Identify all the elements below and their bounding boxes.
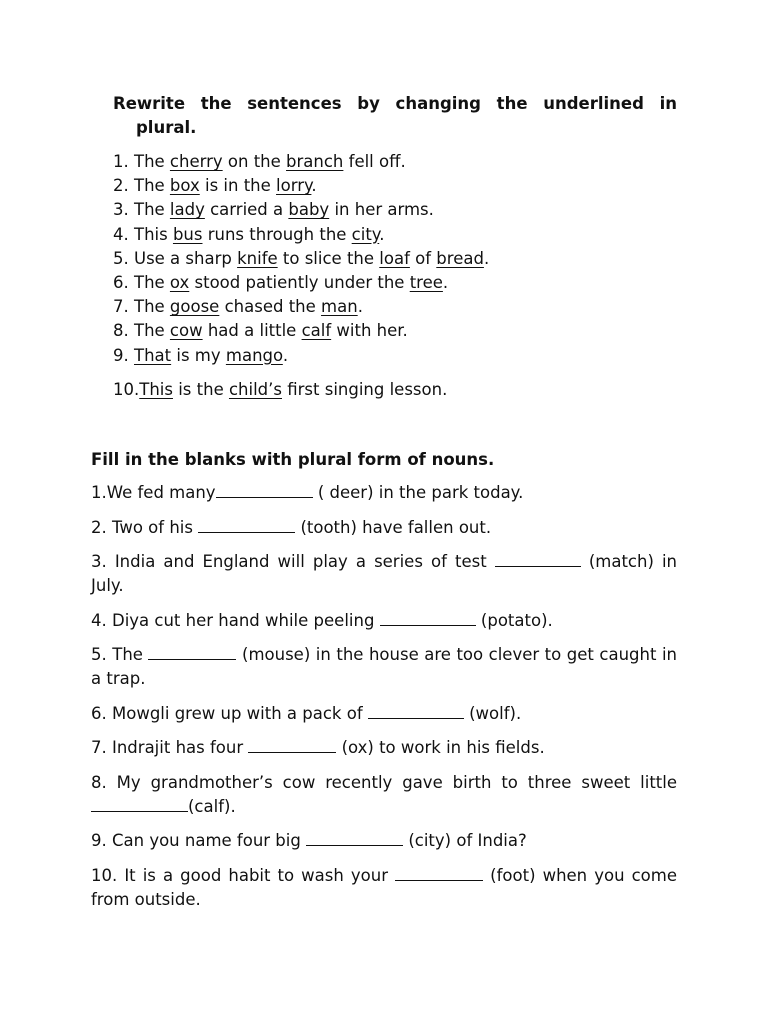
sentence-text: 5. Use a sharp — [113, 248, 238, 268]
answer-blank[interactable] — [368, 704, 464, 719]
sentence-item — [113, 271, 693, 295]
question-text: (potato). — [475, 610, 553, 630]
answer-blank[interactable] — [395, 866, 483, 881]
section1-heading: Rewrite the sentences by changing the underlined in — [113, 94, 677, 113]
question-item — [91, 481, 677, 505]
answer-blank[interactable] — [216, 483, 313, 498]
underlined-word: ox — [169, 272, 190, 292]
underlined-word: bread — [436, 248, 484, 268]
underlined-word: man — [321, 297, 358, 317]
sentence-text: runs through the — [202, 224, 352, 244]
answer-blank[interactable] — [306, 831, 403, 846]
sentence-text: with her. — [331, 321, 408, 341]
sentence-text: in her arms. — [329, 200, 434, 220]
underlined-word: This — [139, 379, 173, 399]
sentence-text: . — [282, 345, 289, 365]
question-text: (match) in July. — [91, 552, 677, 595]
sentence-text: to slice the — [277, 248, 380, 268]
sentence-item — [113, 174, 693, 198]
sentence-text: 10. — [113, 379, 140, 399]
underlined-word: tree — [409, 272, 443, 292]
sentence-text: is in the — [199, 176, 277, 196]
sentence-item — [113, 295, 693, 319]
question-item — [91, 609, 677, 633]
underlined-word: calf — [301, 321, 332, 341]
sentence-item — [113, 378, 693, 402]
sentence-text: fell off. — [343, 152, 406, 171]
sentence-text: . — [379, 224, 385, 244]
sentence-text: . — [311, 176, 317, 196]
underlined-word: That — [134, 345, 172, 365]
underlined-word: knife — [237, 248, 278, 268]
sentence-item — [113, 319, 693, 343]
sentence-item — [113, 150, 693, 174]
underlined-word: baby — [288, 200, 330, 220]
question-item — [91, 516, 677, 540]
question-text: 5. The — [91, 645, 149, 664]
question-text: (calf). — [188, 796, 236, 816]
answer-blank[interactable] — [380, 611, 476, 626]
question-item — [91, 550, 677, 598]
question-text: 7. Indrajit has four — [91, 738, 249, 757]
underlined-word: lady — [169, 200, 205, 220]
underlined-word: goose — [169, 297, 220, 317]
answer-blank[interactable] — [248, 738, 336, 753]
sentence-item — [113, 198, 693, 222]
section2-heading: Fill in the blanks with plural form of nouns. — [91, 450, 495, 469]
question-text: 3. India and England will play a series of test — [91, 552, 495, 571]
question-item — [91, 771, 677, 819]
sentence-text: 4. This — [113, 224, 173, 244]
sentence-text: is my — [171, 345, 226, 365]
sentence-text: 6. The — [113, 272, 170, 292]
question-item — [91, 702, 677, 726]
answer-blank[interactable] — [495, 552, 581, 567]
underlined-word: bus — [172, 224, 203, 244]
sentence-text: chased the — [219, 297, 322, 317]
question-text: 8. My grandmother’s cow recently gave birth to three sweet little — [91, 772, 677, 792]
question-item — [91, 864, 677, 912]
question-text: (foot) when you come from outside. — [91, 865, 677, 909]
sentence-text: stood patiently under the — [189, 272, 410, 292]
answer-blank[interactable] — [198, 518, 295, 533]
underlined-word: cherry — [169, 152, 223, 171]
sentence-item — [113, 247, 693, 271]
underlined-word: branch — [286, 152, 344, 171]
sentence-text: of — [409, 248, 437, 268]
sentence-text: on the — [222, 152, 287, 171]
sentence-text: . — [483, 248, 490, 268]
sentence-text: 1. The — [113, 152, 170, 171]
sentence-text: . — [442, 272, 449, 292]
underlined-word: lorry — [276, 176, 312, 196]
question-text: 9. Can you name four big — [91, 831, 307, 850]
question-text: (ox) to work in his fields. — [336, 738, 545, 757]
underlined-word: city — [351, 224, 380, 244]
sentence-text: first singing lesson. — [281, 379, 448, 399]
sentence-item — [113, 223, 693, 247]
question-text: (mouse) in the house are too clever to get caught in a trap. — [91, 645, 677, 688]
question-item — [91, 643, 677, 691]
rewrite-sentence-list — [113, 150, 693, 402]
sentence-text: 8. The — [113, 321, 170, 341]
question-text: 2. Two of his — [91, 517, 199, 537]
underlined-word: cow — [169, 321, 203, 341]
sentence-text: 9. — [113, 345, 134, 365]
sentence-text: . — [357, 297, 363, 317]
question-item — [91, 736, 677, 760]
question-item — [91, 829, 677, 853]
question-text: 6. Mowgli grew up with a pack of — [91, 703, 368, 723]
underlined-word: box — [169, 176, 200, 196]
question-text: (tooth) have fallen out. — [295, 517, 492, 537]
underlined-word: mango — [225, 345, 283, 365]
question-text: (wolf). — [463, 703, 522, 723]
sentence-text: 2. The — [113, 176, 170, 196]
question-text: (city) of India? — [403, 831, 527, 850]
sentence-item — [113, 344, 693, 368]
question-text: ( deer) in the park today. — [312, 483, 524, 502]
question-text: 4. Diya cut her hand while peeling — [91, 610, 380, 630]
sentence-text: 7. The — [113, 297, 170, 317]
underlined-word: child’s — [228, 379, 282, 399]
answer-blank[interactable] — [91, 797, 188, 812]
answer-blank[interactable] — [148, 645, 236, 660]
sentence-text: had a little — [202, 321, 302, 341]
fill-blank-question-list — [91, 481, 677, 922]
sentence-text: 3. The — [113, 200, 170, 220]
sentence-text: is the — [172, 379, 229, 399]
question-text: 1.We fed many — [91, 483, 216, 502]
question-text: 10. It is a good habit to wash your — [91, 865, 396, 885]
section1-heading-continued: plural. — [136, 118, 197, 137]
underlined-word: loaf — [379, 248, 410, 268]
sentence-text: carried a — [204, 200, 289, 220]
